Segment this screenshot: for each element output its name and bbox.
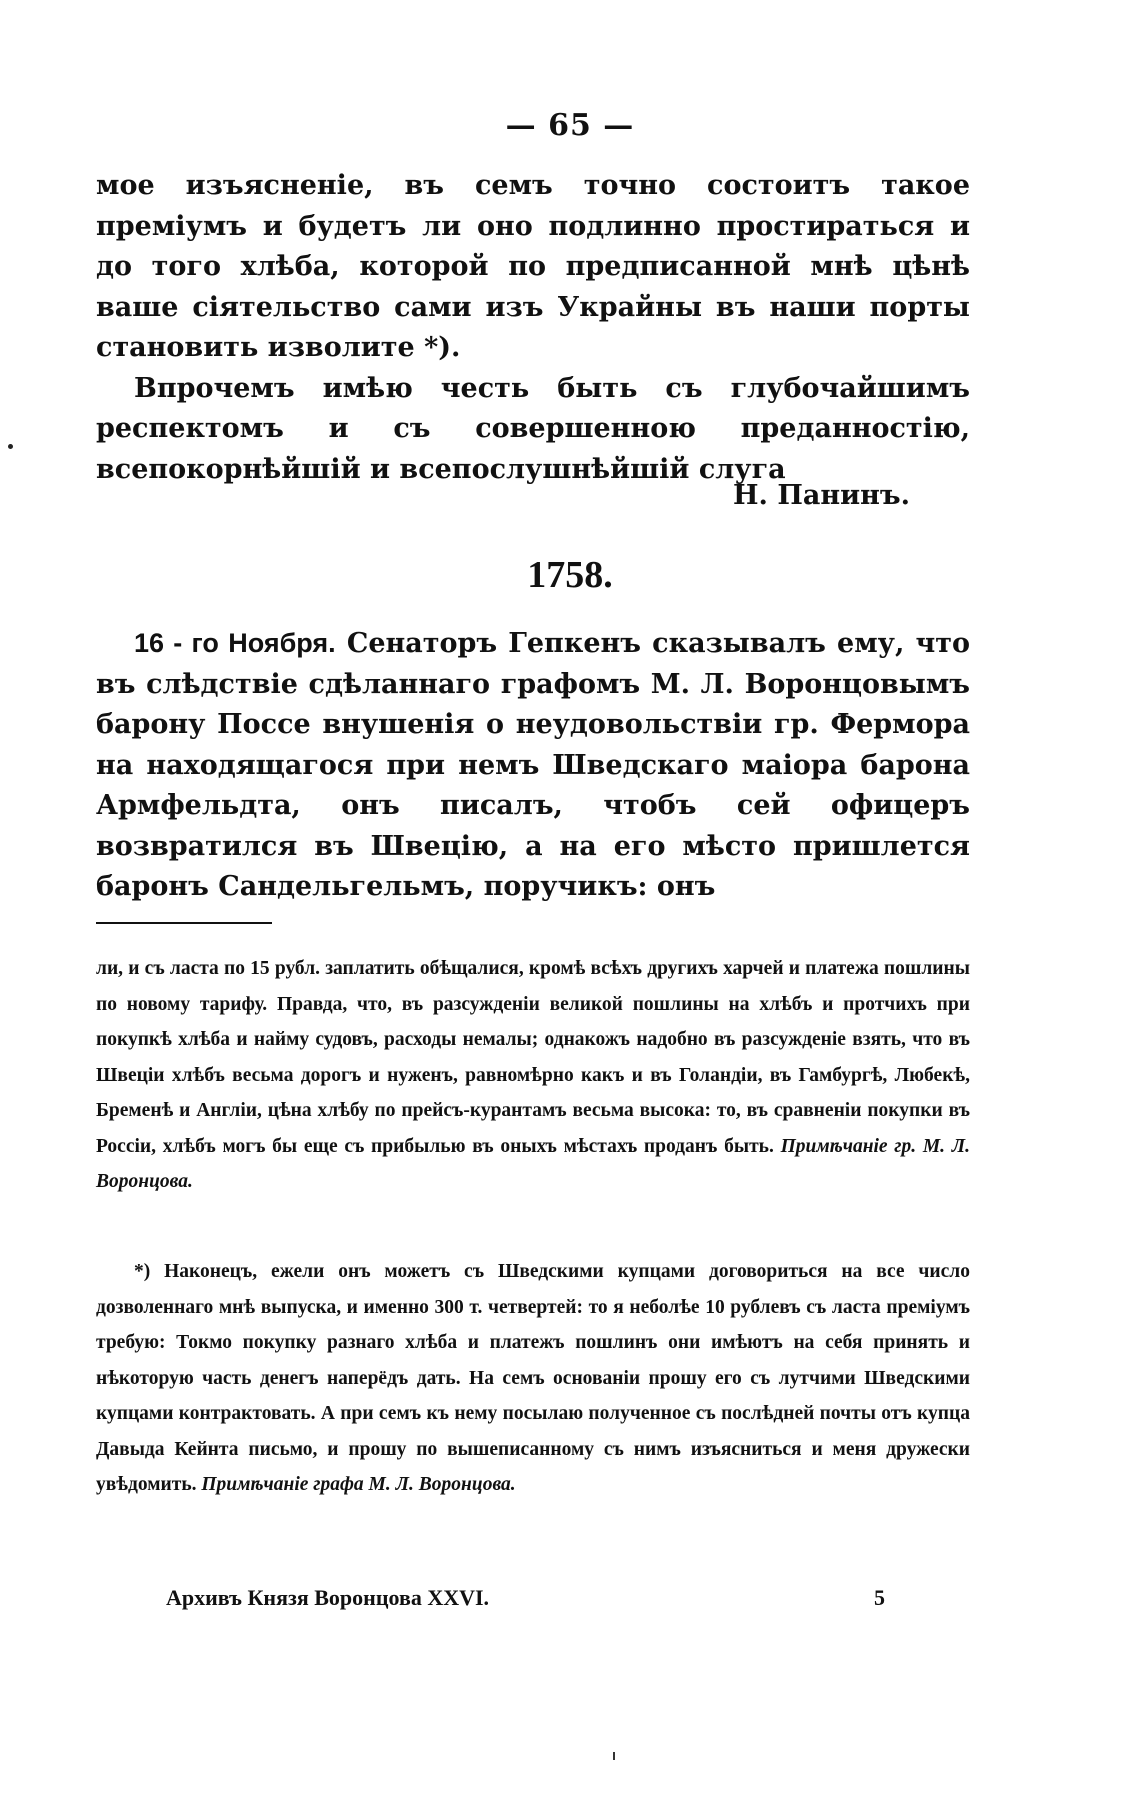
- letter-closing-paragraph: Впрочемъ имѣю честь быть съ глубочайшимъ респектомъ и съ совершенною преданностію, всепокорнѣйшій и всепослушнѣйшій слуга: [96, 372, 970, 485]
- series-title: Архивъ Князя Воронцова XXVI.: [166, 1585, 490, 1610]
- margin-speck: [8, 444, 13, 449]
- footnote-text: *) Наконецъ, ежели онъ можетъ съ Шведскими купцами договориться на все число дозволеннаго мнѣ выпуска, и именно 300 т. четвертей: то я неболѣе 10 рублевъ съ ласта преміумъ требую: Токмо покупку разнаго хлѣба и платежъ пошлинъ они имѣютъ на себя принять и нѣкоторую часть денегъ наперёдъ дать. На семъ основаніи прошу его съ лутчими Шведскими купцами контрактовать. А при семъ къ нему посылаю полученное съ послѣдней почты отъ купца Давыда Кейнта письмо, и прошу по вышеписанному съ нимъ изъясниться и меня дружески увѣдомить.: [96, 1261, 970, 1495]
- footnote-asterisk: [96, 1254, 970, 1503]
- entry-paragraph: [96, 623, 970, 908]
- sheet-signature: 5: [874, 1585, 885, 1610]
- letter-paragraph: мое изъясненіе, въ семъ точно состоитъ такое преміумъ и будетъ ли оно подлинно простираться и до того хлѣба, которой по предписанной мнѣ цѣнѣ ваше сіятельство сами изъ Украйны въ наши порты становить изволите *).: [96, 170, 970, 363]
- entry-date: 16 - го Ноября.: [134, 628, 336, 658]
- footnote-text: ли, и съ ласта по 15 рубл. заплатить обѣщалися, кромѣ всѣхъ другихъ харчей и платежа пошлины по новому тарифу. Правда, что, въ разсужденіи великой пошлины на хлѣбъ и протчихъ при покупкѣ хлѣба и найму судовъ, расходы немалы; однакожъ надобно въ разсужденіе взять, что въ Швеціи хлѣбъ весьма дорогъ и нуженъ, равномѣрно какъ и въ Голандіи, въ Гамбургѣ, Любекѣ, Бременѣ и Англіи, цѣна хлѣбу по прейсъ-курантамъ весьма высока: то, въ сравненіи покупки въ Россіи, хлѣбъ могъ бы еще съ прибылью въ оныхъ мѣстахъ проданъ быть.: [96, 958, 970, 1157]
- entry-text: Сенаторъ Гепкенъ сказывалъ ему, что въ слѣдствіе сдѣланнаго графомъ М. Л. Воронцовымъ барону Поссе внушенія о неудовольствіи гр. Фермора на находящагося при немъ Шведскаго маіора барона Армфельдта, онъ писалъ, чтобъ сей офицеръ возвратился въ Швецію, а на его мѣсто пришлется баронъ Сандельгельмъ, поручикъ: онъ: [96, 628, 971, 902]
- footnote-credit: Примѣчаніе гр. М. Л. Воронцова.: [96, 1135, 971, 1192]
- footnote-paragraph: [96, 1254, 970, 1503]
- letter-signature: Н. Панинъ.: [733, 480, 910, 511]
- footnote-credit: Примѣчаніе графа М. Л. Воронцова.: [201, 1474, 516, 1495]
- footnote-continued: [96, 951, 970, 1200]
- letter-text: [96, 166, 970, 490]
- scan-mark: [613, 1752, 615, 1760]
- diary-entry: [96, 623, 970, 908]
- year-heading: 1758.: [527, 554, 613, 596]
- page-number: — 65 —: [505, 108, 635, 143]
- footnote-separator: [96, 922, 272, 924]
- footnote-paragraph: [96, 951, 970, 1200]
